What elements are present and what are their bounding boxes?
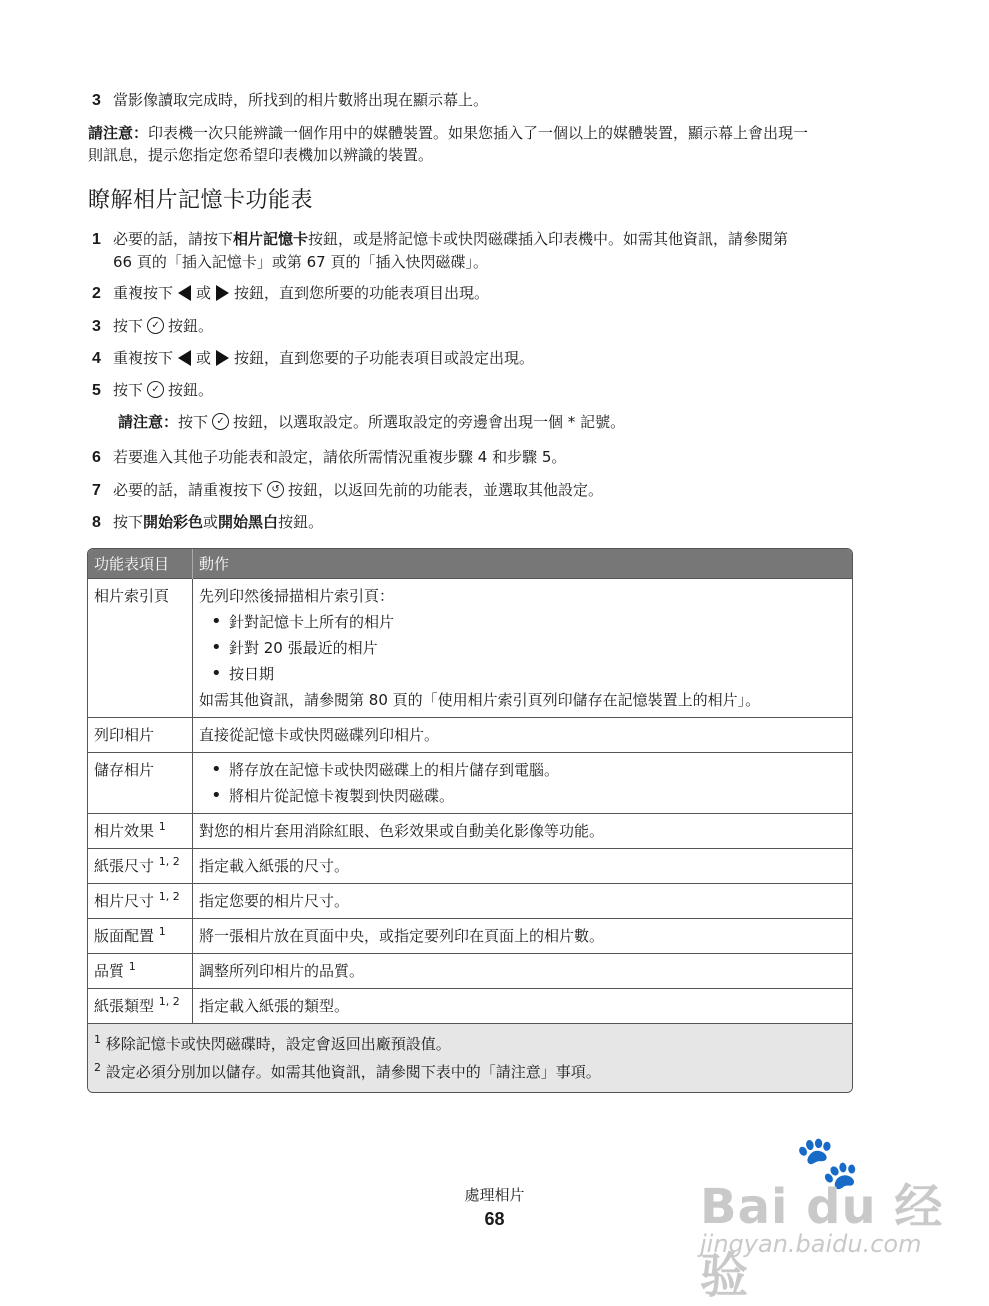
page-number: 68 (484, 1209, 505, 1229)
step-number: 1 (92, 231, 101, 248)
note-text: 按下 (178, 413, 209, 431)
step-text-line2: 66 頁的「插入記憶卡」或第 67 頁的「插入快閃磁碟」。 (113, 253, 488, 271)
action-text: 先列印然後掃描相片索引頁： (199, 587, 395, 605)
step-text: 必要的話，請按下 (113, 230, 234, 248)
footnotes-cell (88, 1024, 852, 1093)
step-1 (92, 228, 788, 273)
action-cell (193, 579, 853, 718)
footnote-ref: 1 (128, 960, 136, 973)
select-check-icon: ✓ (212, 413, 229, 430)
step-3 (92, 315, 213, 338)
step-text: 按下 (113, 513, 144, 531)
menu-item-cell: 儲存相片 (88, 753, 193, 814)
paw-icon: 🐾 (795, 1133, 860, 1193)
list-item: • 針對記憶卡上所有的相片 (221, 609, 846, 635)
footnote-ref: 1 (158, 820, 166, 833)
step-text: 按鈕，或是將記憶卡或快閃磁碟插入印表機中。如需其他資訊，請參閱第 (308, 230, 789, 248)
step-text: 若要進入其他子功能表和設定，請依所需情況重複步驟 4 和步驟 5。 (113, 448, 567, 466)
table-row (88, 954, 852, 989)
intro-note (88, 122, 808, 166)
step-text: 按鈕。 (278, 513, 324, 531)
menu-item-label: 紙張尺寸 (94, 857, 155, 875)
table-row (88, 814, 852, 849)
table-row (88, 884, 852, 919)
step-text: 必要的話，請重複按下 (113, 481, 264, 499)
start-black-button-name: 開始黑白 (218, 513, 279, 531)
intro-step (92, 89, 488, 112)
action-cell: 將一張相片放在頁面中央，或指定要列印在頁面上的相片數。 (193, 919, 853, 954)
menu-table (87, 548, 853, 1093)
left-arrow-icon (178, 350, 191, 366)
column-header: 動作 (193, 549, 853, 579)
step-text: 重複按下 (113, 284, 174, 302)
menu-item-label: 版面配置 (94, 927, 155, 945)
footnote-ref: 1, 2 (158, 855, 180, 868)
note-label: 請注意： (88, 124, 149, 142)
table-row (88, 919, 852, 954)
menu-item-cell (88, 954, 193, 989)
right-arrow-icon (216, 350, 229, 366)
step-text: 按鈕，直到您所要的功能表項目出現。 (234, 284, 490, 302)
note-label: 請注意： (118, 413, 179, 431)
step-number: 7 (92, 482, 101, 499)
footnote-mark: 2 (94, 1061, 101, 1074)
step-2 (92, 282, 489, 305)
step-text: 按鈕，直到您要的子功能表項目或設定出現。 (234, 349, 535, 367)
table-row (88, 753, 852, 814)
action-cell: 調整所列印相片的品質。 (193, 954, 853, 989)
footnote-mark: 1 (94, 1033, 101, 1046)
step-number: 8 (92, 514, 101, 531)
table-header-row (88, 549, 852, 579)
note-text: 印表機一次只能辨識一個作用中的媒體裝置。如果您插入了一個以上的媒體裝置，顯示幕上會出現一 (148, 124, 809, 142)
action-cell: 對您的相片套用消除紅眼、色彩效果或自動美化影像等功能。 (193, 814, 853, 849)
note-text-line2: 則訊息，提示您指定您希望印表機加以辨識的裝置。 (88, 146, 434, 164)
menu-item-cell (88, 814, 193, 849)
bullet-list (199, 609, 846, 687)
table-footnotes-row (88, 1024, 852, 1093)
step-text: 當影像讀取完成時，所找到的相片數將出現在顯示幕上。 (113, 91, 489, 109)
action-cell: 直接從記憶卡或快閃磁碟列印相片。 (193, 718, 853, 753)
step-text: 按下 (113, 381, 144, 399)
step-text: 或 (196, 284, 212, 302)
step-text: 或 (203, 513, 219, 531)
step-6 (92, 446, 566, 469)
list-item: • 按日期 (221, 661, 846, 687)
menu-item-cell (88, 849, 193, 884)
baidu-watermark (700, 1130, 950, 1304)
step-text: 按鈕，以返回先前的功能表，並選取其他設定。 (288, 481, 604, 499)
step-text: 按鈕。 (168, 381, 214, 399)
menu-item-label: 紙張類型 (94, 997, 155, 1015)
footnote-ref: 1, 2 (158, 995, 180, 1008)
step-number: 3 (92, 318, 101, 335)
footnote (94, 1058, 846, 1086)
bullet-list (199, 757, 846, 809)
footnote (94, 1030, 846, 1058)
menu-item-cell (88, 919, 193, 954)
list-item: • 將相片從記憶卡複製到快閃磁碟。 (221, 783, 846, 809)
step-4 (92, 347, 534, 370)
footnote-text: 設定必須分別加以儲存。如需其他資訊，請參閱下表中的「請注意」事項。 (105, 1063, 601, 1081)
step-5 (92, 379, 213, 402)
back-icon: ↺ (267, 481, 284, 498)
left-arrow-icon (178, 285, 191, 301)
step-7 (92, 479, 603, 502)
select-check-icon: ✓ (147, 317, 164, 334)
menu-item-cell (88, 884, 193, 919)
list-item: • 針對 20 張最近的相片 (221, 635, 846, 661)
step-text: 按下 (113, 317, 144, 335)
right-arrow-icon (216, 285, 229, 301)
note-text: 按鈕，以選取設定。所選取設定的旁邊會出現一個 * 記號。 (233, 413, 626, 431)
menu-item-cell (88, 989, 193, 1024)
footnote-text: 移除記憶卡或快閃磁碟時，設定會返回出廠預設值。 (105, 1035, 451, 1053)
step-text: 重複按下 (113, 349, 174, 367)
menu-item-cell: 相片索引頁 (88, 579, 193, 718)
menu-item-label: 相片尺寸 (94, 892, 155, 910)
footnote-ref: 1, 2 (158, 890, 180, 903)
step-number: 6 (92, 449, 101, 466)
step-text: 按鈕。 (168, 317, 214, 335)
section-title: 瞭解相片記憶卡功能表 (88, 188, 314, 213)
step-number: 2 (92, 285, 101, 302)
footnote-ref: 1 (158, 925, 166, 938)
list-item: • 將存放在記憶卡或快閃磁碟上的相片儲存到電腦。 (221, 757, 846, 783)
table-row (88, 989, 852, 1024)
watermark-brand: Bai du 经验 (700, 1179, 944, 1304)
step-number: 5 (92, 382, 101, 399)
watermark-url: jingyan.baidu.com (700, 1230, 922, 1258)
start-color-button-name: 開始彩色 (143, 513, 204, 531)
photo-card-button-name: 相片記憶卡 (233, 230, 309, 248)
action-text: 如需其他資訊，請參閱第 80 頁的「使用相片索引頁列印儲存在記憶裝置上的相片」。 (199, 691, 761, 709)
table-row (88, 849, 852, 884)
menu-item-cell: 列印相片 (88, 718, 193, 753)
menu-item-label: 相片效果 (94, 822, 155, 840)
table-row (88, 718, 852, 753)
action-cell: 指定載入紙張的尺寸。 (193, 849, 853, 884)
column-header: 功能表項目 (88, 549, 193, 579)
action-cell: 指定載入紙張的類型。 (193, 989, 853, 1024)
step-number: 3 (92, 92, 101, 109)
menu-item-label: 品質 (94, 962, 125, 980)
step-5-note (118, 411, 625, 433)
step-8 (92, 511, 323, 534)
select-check-icon: ✓ (147, 381, 164, 398)
table-row (88, 579, 852, 718)
action-cell: 指定您要的相片尺寸。 (193, 884, 853, 919)
action-cell (193, 753, 853, 814)
step-number: 4 (92, 350, 101, 367)
footer-title: 處理相片 (464, 1186, 525, 1204)
step-text: 或 (196, 349, 212, 367)
